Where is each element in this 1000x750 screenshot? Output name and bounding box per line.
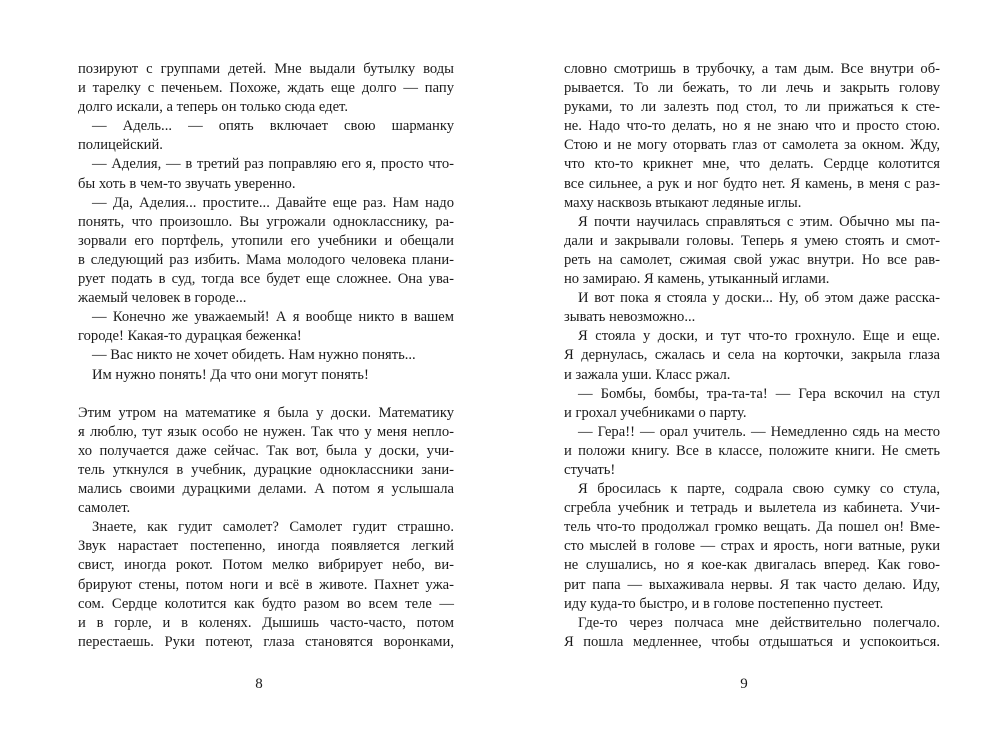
text-line: Стою и не могу оторвать глаз от самолета за окном. Жду, xyxy=(564,137,940,154)
text-line: в следующий раз избить. Мама молодого человека плани- xyxy=(78,251,454,268)
text-line: Я почти научилась справляться с этим. Обычно мы па- xyxy=(578,213,940,230)
text-line: — Вас никто не хочет обидеть. Нам нужно понять... xyxy=(92,347,416,364)
text-line: но замираю. Я камень, утыканный иглами. xyxy=(564,271,830,288)
text-line: брируют стены, потом ноги и всё в животе. Пахнет ужа- xyxy=(78,576,454,593)
text-line: бы хоть в чем-то звучать уверенно. xyxy=(78,175,296,192)
text-line: тель что-то продолжал громко вещать. Да пошел он! Вме- xyxy=(564,519,940,536)
text-line: сом. Сердце колотится как будто разом во всем теле — xyxy=(78,595,454,612)
text-line: — Бомбы, бомбы, тра-та-та! — Гера вскочил на стул xyxy=(578,385,940,402)
text-line: словно смотришь в трубочку, а там дым. Все внутри об- xyxy=(564,61,940,77)
text-line: Я дернулась, сжалась и села на корточки, закрыла глаза xyxy=(564,347,940,364)
text-line: хо получается даже сейчас. Так вот, была у доски, учи- xyxy=(78,442,454,459)
text-line: Этим утром на математике я была у доски. Математику xyxy=(78,404,454,421)
text-line: рует подать в суд, тогда все будет еще сложнее. Она ува- xyxy=(78,271,454,288)
text-line: перестаешь. Руки потеют, глаза становятся воронками, xyxy=(78,633,454,650)
text-line: что кто-то крикнет мне, что делать. Сердце колотится xyxy=(564,156,940,173)
text-line: Я пошла медленнее, чтобы отдышаться и успокоиться. xyxy=(564,633,940,650)
text-line: я люблю, тут язык особо не нужен. Так что у меня непло- xyxy=(78,423,454,440)
text-line: рывается. То ли бежать, то ли лечь и закрыть голову xyxy=(564,80,940,97)
text-line: долго искали, а теперь он только сюда едет. xyxy=(78,99,348,116)
text-line: Где-то через полчаса мне действительно полегчало. xyxy=(578,614,940,631)
page-number-left: 8 xyxy=(255,676,263,692)
right-page-text xyxy=(564,60,940,652)
paragraph-break xyxy=(78,385,454,404)
text-line: Звук нарастает постепенно, иногда появляется легкий xyxy=(78,538,454,555)
text-line: самолет. xyxy=(78,500,131,517)
text-line: — Конечно же уважаемый! А я вообще никто в вашем xyxy=(92,309,454,326)
text-line: И вот пока я стояла у доски... Ну, об этом даже расска- xyxy=(578,290,940,307)
text-line: позируют с группами детей. Мне выдали бутылку воды xyxy=(78,61,454,77)
text-line: не слушались, но я кое-как двигалась вперед. Как гово- xyxy=(564,557,940,574)
text-line: маху насквозь втыкают ледяные иглы. xyxy=(564,194,802,211)
text-line: реть на самолет, сжимая свой ужас внутри. Но все рав- xyxy=(564,251,940,268)
text-line: мались своими дурацкими делами. А потом я услышала xyxy=(78,481,454,498)
text-line: зорвали его портфель, утопили его учебники и обещали xyxy=(78,232,454,249)
text-line: и тарелку с печеньем. Похоже, ждать еще долго — папу xyxy=(78,80,454,97)
text-line: Я бросилась к парте, содрала свою сумку со стула, xyxy=(578,481,940,498)
text-line: стучать! xyxy=(564,461,616,478)
text-line: руками, то ли залезть под стол, то ли прижаться к сте- xyxy=(564,99,940,116)
text-line: Я стояла у доски, и тут что-то грохнуло. Еще и еще. xyxy=(578,328,940,345)
text-line: рит папа — выхаживала нервы. Я так часто делаю. Иду, xyxy=(564,576,940,593)
text-line: иду куда-то быстро, и в голове постепенно пустеет. xyxy=(564,595,884,612)
text-line: сгребла учебник и тетрадь и вылетела из кабинета. Учи- xyxy=(564,500,940,517)
text-line: Им нужно понять! Да что они могут понять! xyxy=(92,366,369,383)
text-line: полицейский. xyxy=(78,137,163,154)
text-line: и в горле, и в коленях. Дышишь часто-часто, потом xyxy=(78,614,454,631)
text-line: понять, что произошло. Вы угрожали однокласснику, ра- xyxy=(78,213,454,230)
text-line: — Адель... — опять включает свою шарманку xyxy=(92,118,454,135)
text-line: и грохал учебниками о парту. xyxy=(564,404,747,421)
text-line: и положи книгу. Все в классе, положите книги. Не сметь xyxy=(564,442,940,459)
text-line: городе! Какая-то дурацкая беженка! xyxy=(78,328,302,345)
text-line: свист, иногда рокот. Потом мелко вибрирует небо, ви- xyxy=(78,557,454,574)
text-line: — Гера!! — орал учитель. — Немедленно сядь на место xyxy=(578,423,940,440)
text-line: не. Надо что-то делать, но я не знаю что и просто стою. xyxy=(564,118,940,135)
text-line: зывать невозможно... xyxy=(564,309,696,326)
page-number-right: 9 xyxy=(740,676,748,692)
text-line: и зажала уши. Класс ржал. xyxy=(564,366,731,383)
text-line: — Да, Аделия... простите... Давайте еще раз. Нам надо xyxy=(92,194,454,211)
text-line: сто мыслей в голове — страх и ярость, ноги ватные, руки xyxy=(564,538,940,555)
text-line: Знаете, как гудит самолет? Самолет гудит страшно. xyxy=(92,519,454,536)
text-line: тель уткнулся в учебник, дурацкие одноклассники зани- xyxy=(78,461,454,478)
text-line: — Аделия, — в третий раз поправляю его я, просто что- xyxy=(92,156,454,173)
text-line: дали и закрывали головы. Теперь я умею стоять и смот- xyxy=(564,232,940,249)
text-line: жаемый человек в городе... xyxy=(78,290,247,307)
text-line: все сильнее, а рук и ног будто нет. Я камень, в меня с раз- xyxy=(564,175,940,192)
left-page-text xyxy=(78,60,454,652)
